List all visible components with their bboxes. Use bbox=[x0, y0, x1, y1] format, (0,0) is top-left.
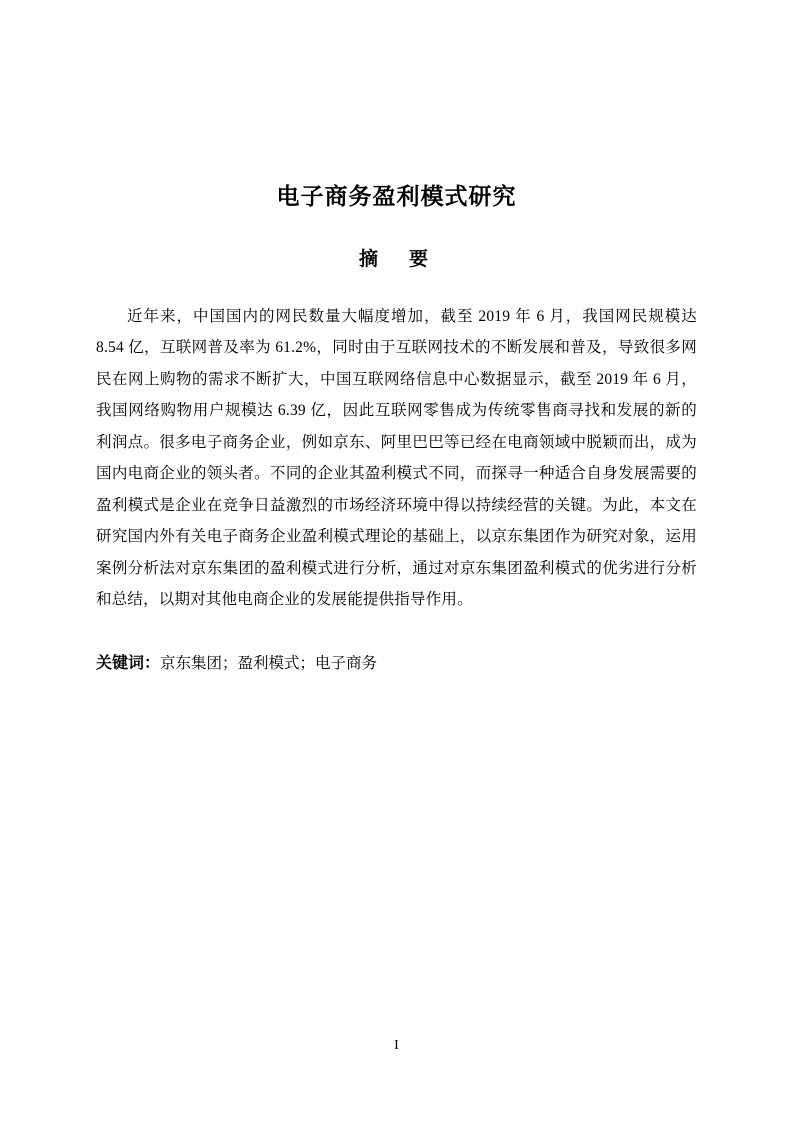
page-number: I bbox=[394, 1038, 399, 1053]
abstract-paragraph: 近年来，中国国内的网民数量大幅度增加，截至 2019 年 6 月，我国网民规模达 8.54 亿，互联网普及率为 61.2%，同时由于互联网技术的不断发展和普及，导致很多网民在网上购物的需求不断扩大，中国互联网络信息中心数据显示，截至 2019 年 6 月，我国网络购物用户规模达 6.39 亿，因此互联网零售成为传统零售商寻找和发展的新的利润点。很多电子商务企业，例如京东、阿里巴巴等已经在电商领域中脱颖而出，成为国内电商企业的领头者。不同的企业其盈利模式不同，而探寻一种适合自身发展需要的盈利模式是企业在竞争日益激烈的市场经济环境中得以持续经营的关键。为此，本文在研究国内外有关电子商务企业盈利模式理论的基础上，以京东集团作为研究对象，运用案例分析法对京东集团的盈利模式进行分析，通过对京东集团盈利模式的优劣进行分析和总结，以期对其他电商企业的发展能提供指导作用。 bbox=[96, 307, 697, 608]
keywords-values: 京东集团；盈利模式；电子商务 bbox=[160, 655, 378, 673]
abstract-heading: 摘 要 bbox=[358, 248, 434, 270]
keywords-label: 关键词： bbox=[96, 655, 161, 673]
keywords-line bbox=[96, 615, 697, 679]
page-title: 电子商务盈利模式研究 bbox=[276, 183, 517, 209]
